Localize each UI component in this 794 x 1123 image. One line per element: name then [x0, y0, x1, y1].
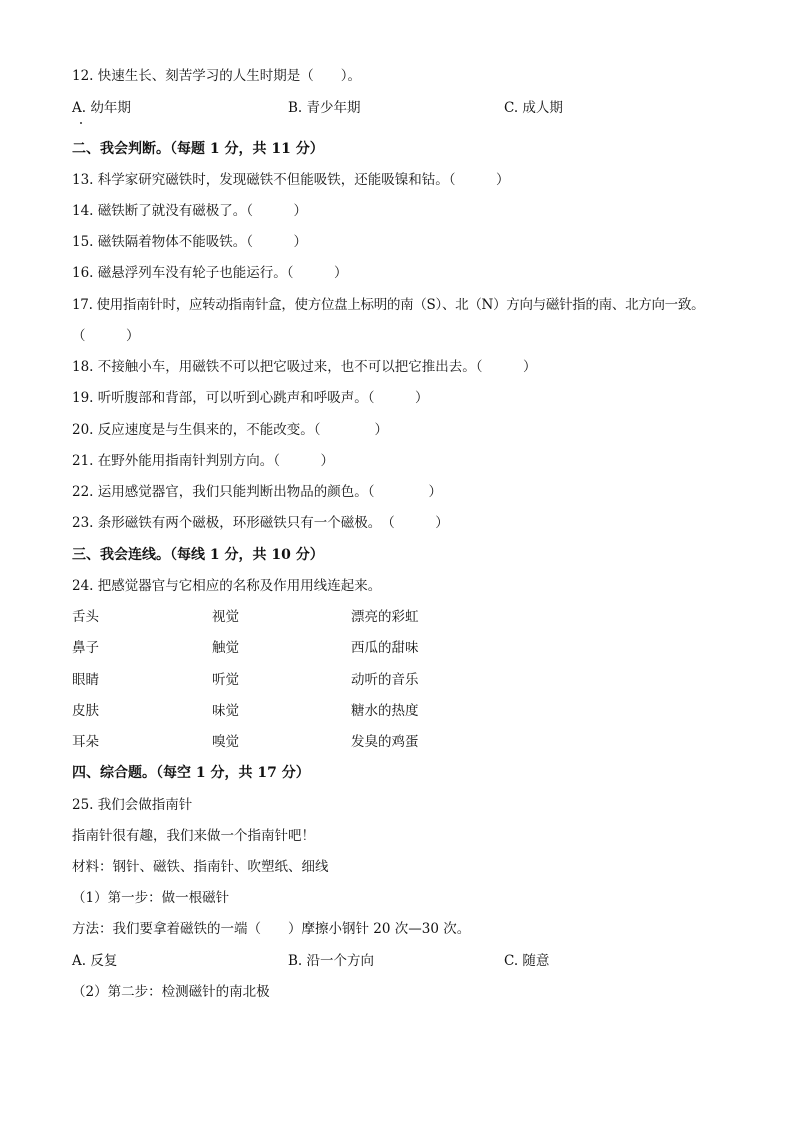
match-sense-4: 味觉: [212, 703, 239, 719]
match-sense-3: 听觉: [212, 672, 239, 688]
section-2-title: 二、我会判断。（每题 1 分，共 11 分）: [72, 141, 324, 157]
match-effect-4: 糖水的热度: [351, 703, 419, 719]
q25-method: 方法：我们要拿着磁铁的一端（ ）摩擦小钢针 20 次—30 次。: [72, 921, 471, 937]
match-organ-2: 鼻子: [72, 640, 99, 656]
judge-item-17-bracket: （ ）: [72, 328, 140, 344]
judge-item-19: 19. 听听腹部和背部，可以听到心跳声和呼吸声。（ ）: [72, 390, 429, 406]
q25-step-1: （1）第一步：做一根磁针: [72, 890, 230, 906]
q12-option-b: B. 青少年期: [288, 100, 361, 116]
judge-item-16: 16. 磁悬浮列车没有轮子也能运行。（ ）: [72, 265, 348, 281]
q25-intro: 指南针很有趣，我们来做一个指南针吧！: [72, 828, 315, 844]
stray-dot: [80, 122, 82, 124]
q25-option-b: B. 沿一个方向: [288, 953, 375, 969]
judge-item-20: 20. 反应速度是与生俱来的，不能改变。（ ）: [72, 422, 389, 438]
question-24: 24. 把感觉器官与它相应的名称及作用用线连起来。: [72, 578, 382, 594]
question-12: 12. 快速生长、刻苦学习的人生时期是（ ）。: [72, 68, 362, 84]
judge-item-17: 17. 使用指南针时，应转动指南针盒，使方位盘上标明的南（S）、北（N）方向与磁针指的南、北方向一致。: [72, 297, 705, 313]
match-sense-1: 视觉: [212, 609, 239, 625]
match-sense-5: 嗅觉: [212, 734, 239, 750]
question-25-title: 25. 我们会做指南针: [72, 797, 193, 813]
match-sense-2: 触觉: [212, 640, 239, 656]
q25-materials: 材料：钢针、磁铁、指南针、吹塑纸、细线: [72, 859, 329, 875]
match-effect-3: 动听的音乐: [351, 672, 419, 688]
q12-option-c: C. 成人期: [504, 100, 563, 116]
match-organ-3: 眼睛: [72, 672, 99, 688]
q25-option-c: C. 随意: [504, 953, 550, 969]
judge-item-23: 23. 条形磁铁有两个磁极，环形磁铁只有一个磁极。 （ ）: [72, 515, 449, 531]
match-organ-4: 皮肤: [72, 703, 99, 719]
section-4-title: 四、综合题。（每空 1 分，共 17 分）: [72, 765, 310, 781]
judge-item-18: 18. 不接触小车，用磁铁不可以把它吸过来，也不可以把它推出去。（ ）: [72, 359, 537, 375]
judge-item-14: 14. 磁铁断了就没有磁极了。（ ）: [72, 203, 308, 219]
q12-option-a: A. 幼年期: [72, 100, 131, 116]
judge-item-21: 21. 在野外能用指南针判别方向。（ ）: [72, 453, 335, 469]
match-organ-5: 耳朵: [72, 734, 99, 750]
match-organ-1: 舌头: [72, 609, 99, 625]
match-effect-5: 发臭的鸡蛋: [351, 734, 419, 750]
judge-item-13: 13. 科学家研究磁铁时，发现磁铁不但能吸铁，还能吸镍和钴。（ ）: [72, 172, 510, 188]
match-effect-1: 漂亮的彩虹: [351, 609, 419, 625]
judge-item-15: 15. 磁铁隔着物体不能吸铁。（ ）: [72, 234, 308, 250]
section-3-title: 三、我会连线。（每线 1 分，共 10 分）: [72, 547, 324, 563]
q25-option-a: A. 反复: [72, 953, 118, 969]
match-effect-2: 西瓜的甜味: [351, 640, 419, 656]
judge-item-22: 22. 运用感觉器官，我们只能判断出物品的颜色。（ ）: [72, 484, 443, 500]
q25-step-2: （2）第二步：检测磁针的南北极: [72, 984, 270, 1000]
